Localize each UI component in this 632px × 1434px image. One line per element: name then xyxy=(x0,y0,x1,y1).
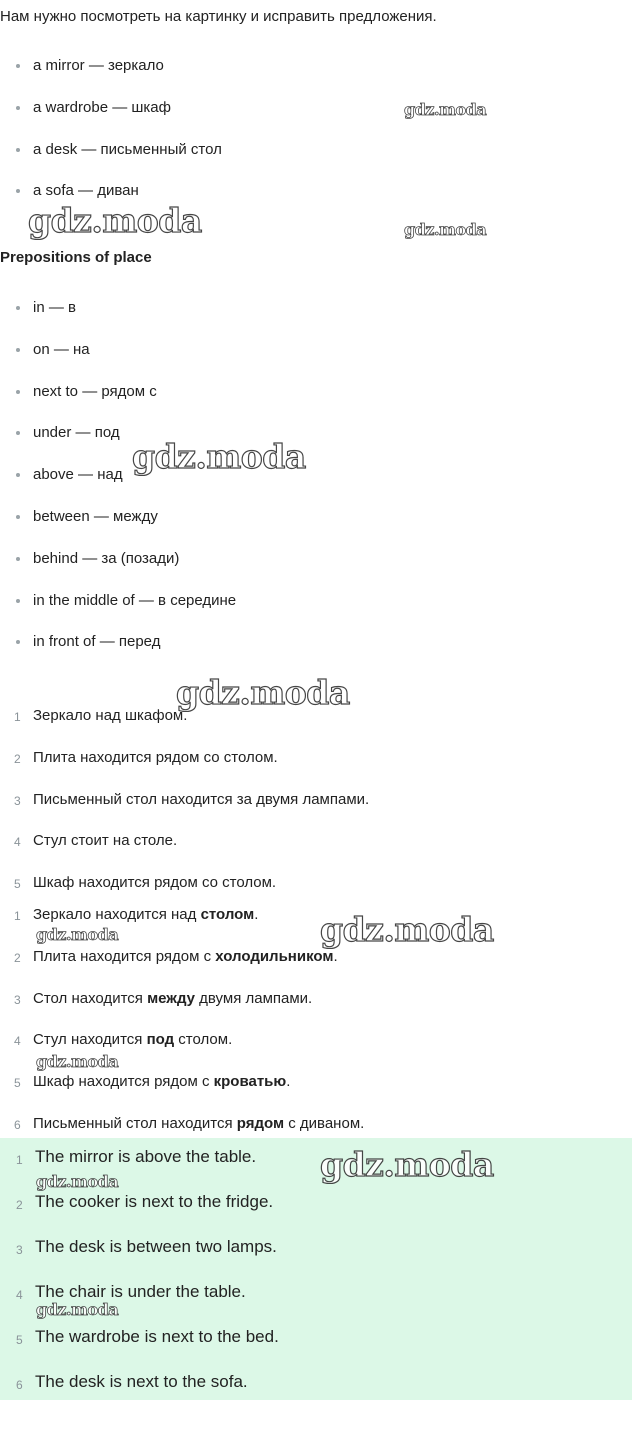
item-number: 1 xyxy=(14,909,21,923)
item-number: 2 xyxy=(14,751,21,766)
watermark: gdz.moda xyxy=(36,925,119,944)
list-item xyxy=(0,831,369,873)
list-item: in — в xyxy=(0,298,236,340)
item-number: 3 xyxy=(14,992,21,1007)
sentence-text: Зеркало находится над xyxy=(33,906,201,923)
sentence-text: Письменный стол находится xyxy=(33,1114,237,1132)
sentence-bold: столом xyxy=(200,906,255,923)
item-number: 3 xyxy=(16,1243,23,1257)
sentence-text: Зеркало над шкафом. xyxy=(33,707,188,724)
sentence-text: Стол находится xyxy=(33,989,148,1007)
sentence-text: Плита находится рядом с xyxy=(33,947,216,965)
item-number: 5 xyxy=(14,877,21,892)
sentence-text: Письменный стол находится за двумя лампами. xyxy=(33,790,370,808)
watermark: gdz.moda xyxy=(320,910,494,949)
sentence-text: Шкаф находится рядом со столом. xyxy=(33,874,277,892)
item-number: 4 xyxy=(14,835,21,850)
item-number: 1 xyxy=(16,1153,23,1167)
list-item: between — между xyxy=(0,507,236,549)
list-item xyxy=(0,1191,279,1236)
list-item xyxy=(0,790,369,832)
watermark: gdz.moda xyxy=(36,1052,119,1071)
list-item: in front of — перед xyxy=(0,632,236,674)
sentence-text: . xyxy=(286,1073,291,1091)
item-number: 4 xyxy=(16,1288,23,1302)
list-item xyxy=(0,1326,279,1371)
list-item xyxy=(0,1371,279,1416)
watermark: gdz.moda xyxy=(28,201,202,240)
intro-text: Нам нужно посмотреть на картинку и исправить предложения. xyxy=(0,8,437,25)
list-item: a desk — письменный стол xyxy=(0,140,222,182)
watermark: gdz.moda xyxy=(176,673,350,712)
sentence-bold: между xyxy=(147,989,195,1007)
list-item: behind — за (позади) xyxy=(0,549,236,591)
list-item xyxy=(0,1236,279,1281)
sentence-text: двумя лампами. xyxy=(195,989,313,1007)
item-number: 4 xyxy=(14,1034,21,1049)
answer-text: The cooker is next to the fridge. xyxy=(35,1192,274,1211)
sentence-text: Плита находится рядом со столом. xyxy=(33,748,278,766)
item-number: 6 xyxy=(14,1117,21,1132)
watermark: gdz.moda xyxy=(404,220,487,239)
list-item xyxy=(0,1072,364,1114)
item-number: 5 xyxy=(16,1333,23,1347)
item-number: 2 xyxy=(14,950,21,965)
sentence-bold: кроватью xyxy=(213,1073,287,1091)
item-number: 5 xyxy=(14,1076,21,1091)
prepositions-list xyxy=(0,298,236,674)
sentence-text: . xyxy=(254,906,259,923)
list-item xyxy=(0,989,364,1031)
answer-text: The wardrobe is next to the bed. xyxy=(35,1327,279,1346)
sentence-bold: холодильником xyxy=(215,947,334,965)
list-item xyxy=(0,748,369,790)
watermark: gdz.moda xyxy=(404,100,487,119)
sentence-text: Стул стоит на столе. xyxy=(33,832,178,850)
item-number: 3 xyxy=(14,793,21,808)
sentence-bold: под xyxy=(146,1031,175,1049)
item-number: 1 xyxy=(14,710,21,724)
list-item: next to — рядом с xyxy=(0,382,236,424)
answer-text: The desk is next to the sofa. xyxy=(35,1372,248,1391)
list-item: a wardrobe — шкаф xyxy=(0,98,222,140)
section-heading: Prepositions of place xyxy=(0,249,152,266)
watermark: gdz.moda xyxy=(36,1172,119,1191)
sentence-text: . xyxy=(333,947,338,965)
sentence-text: столом. xyxy=(174,1031,233,1049)
list-item: in the middle of — в середине xyxy=(0,591,236,633)
sentence-text: с диваном. xyxy=(284,1114,365,1132)
answer-text: The mirror is above the table. xyxy=(35,1147,257,1166)
item-number: 6 xyxy=(16,1378,23,1392)
sentence-text: Шкаф находится рядом с xyxy=(33,1073,214,1091)
list-item xyxy=(0,706,369,748)
answer-text: The chair is under the table. xyxy=(35,1282,246,1301)
list-item xyxy=(0,947,364,989)
watermark: gdz.moda xyxy=(132,437,306,476)
sentence-text: Стул находится xyxy=(33,1031,147,1049)
answer-text: The desk is between two lamps. xyxy=(35,1237,277,1256)
list-item: a mirror — зеркало xyxy=(0,56,222,98)
list-item: under — под xyxy=(0,423,236,465)
list-item: a sofa — диван xyxy=(0,181,222,223)
sentence-bold: рядом xyxy=(236,1114,285,1132)
list-item: above — над xyxy=(0,465,236,507)
watermark: gdz.moda xyxy=(36,1300,119,1319)
wrong-sentences-list xyxy=(0,706,369,915)
vocab-list xyxy=(0,56,222,223)
item-number: 2 xyxy=(16,1198,23,1212)
list-item: on — на xyxy=(0,340,236,382)
watermark: gdz.moda xyxy=(320,1145,494,1184)
